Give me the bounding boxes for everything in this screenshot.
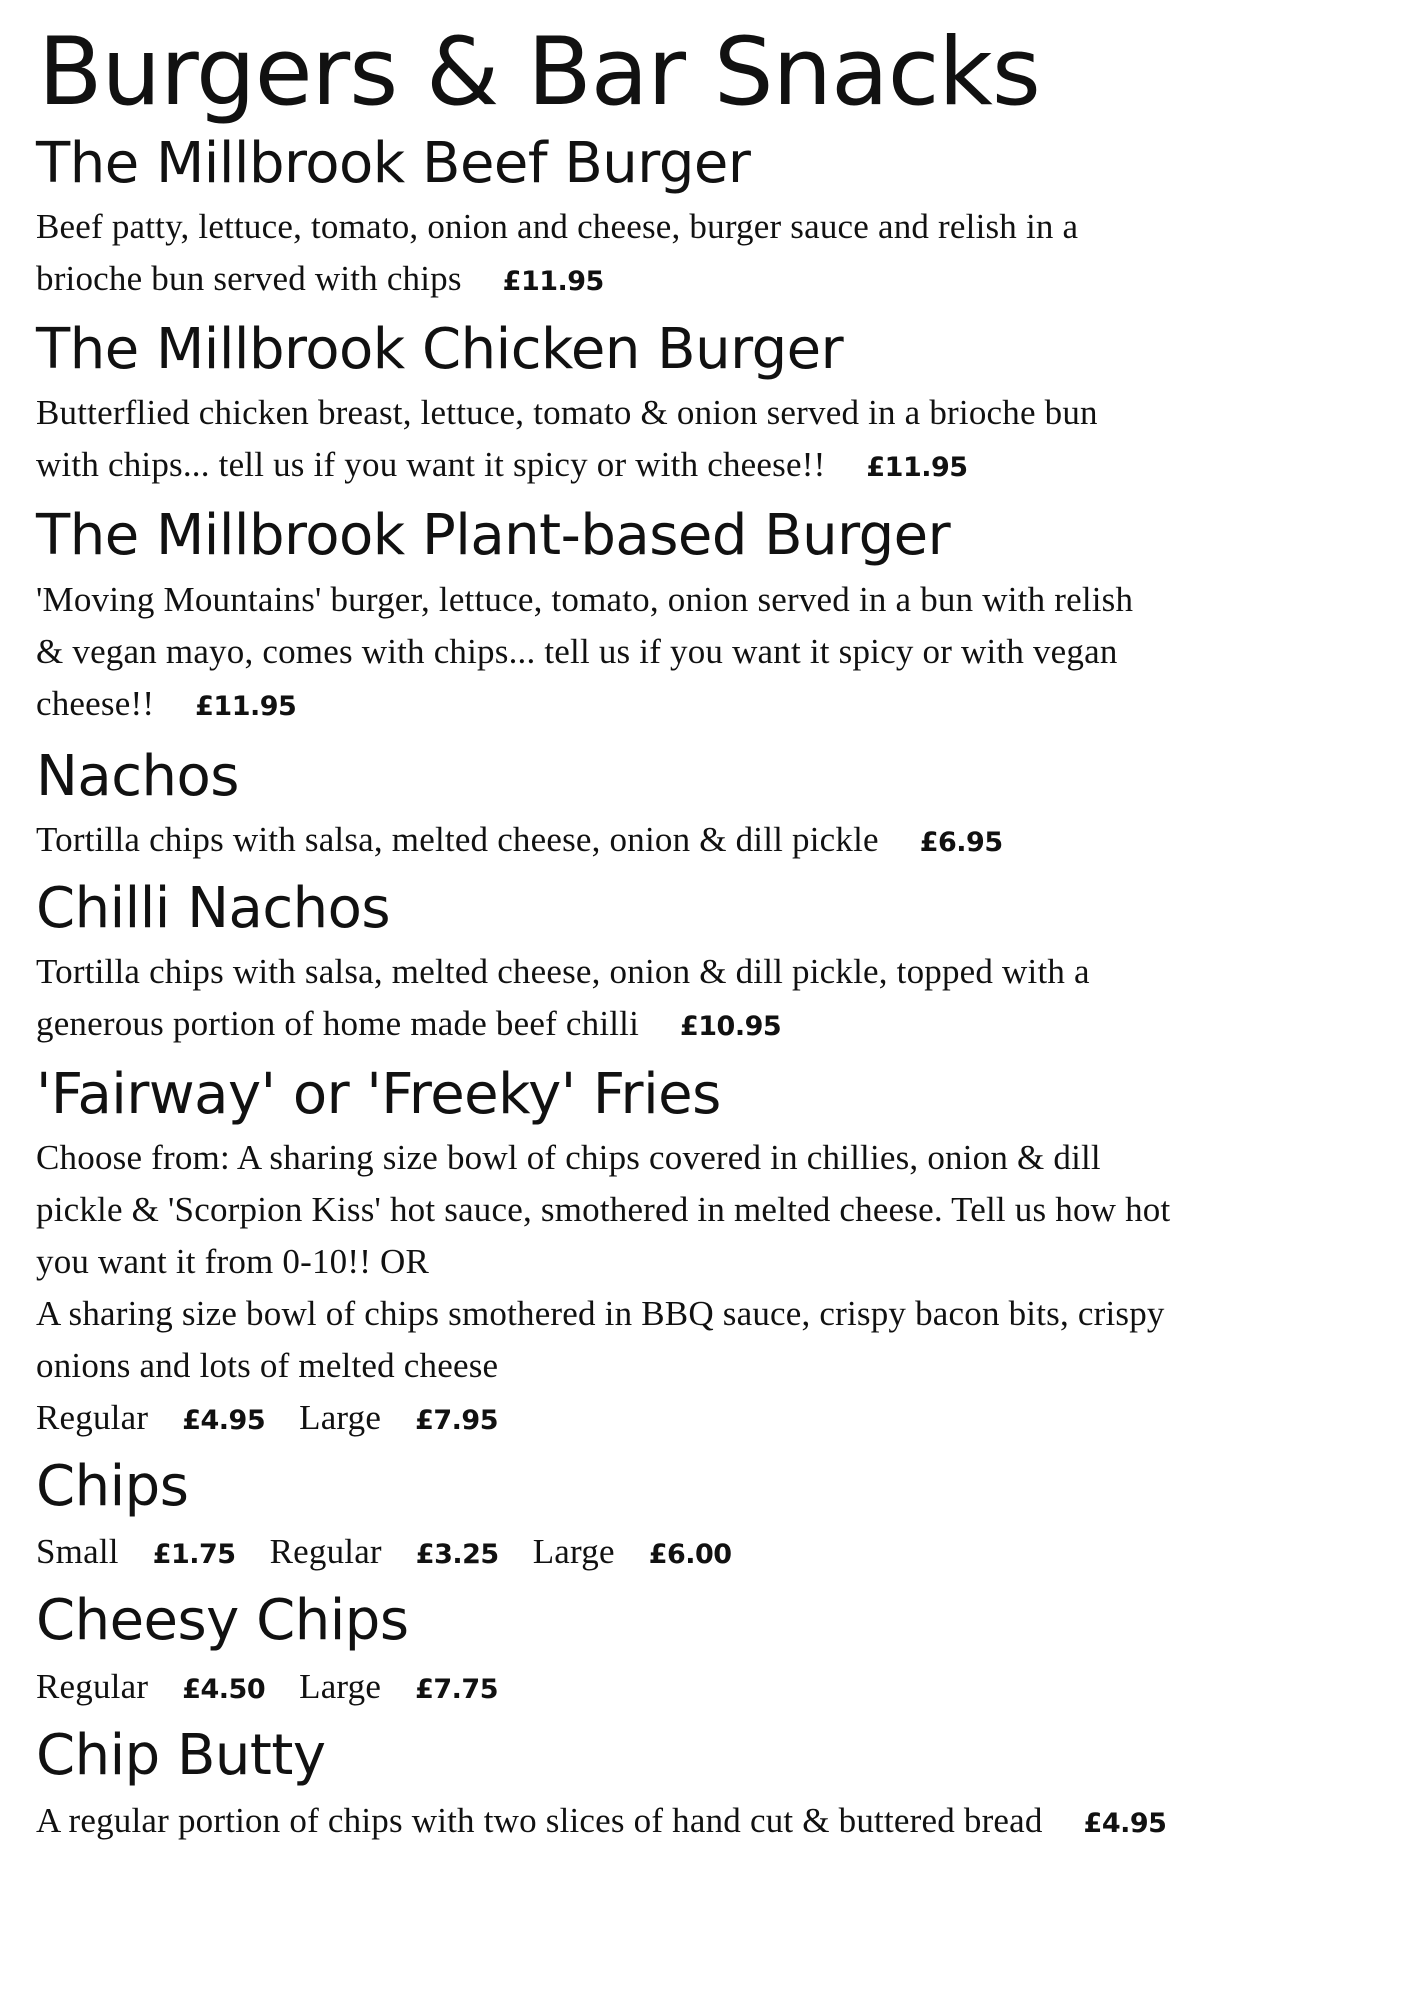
- description-line: onions and lots of melted cheese: [36, 1346, 499, 1386]
- size-label: Small: [36, 1532, 119, 1572]
- item-price: £6.95: [919, 826, 1003, 858]
- item-name: Cheesy Chips: [36, 1588, 409, 1654]
- menu-item: [36, 1061, 1396, 1447]
- item-name: 'Fairway' or 'Freeky' Fries: [36, 1061, 721, 1127]
- item-description: [36, 946, 1396, 1053]
- item-description: [36, 574, 1396, 733]
- item-description: [36, 387, 1396, 494]
- item-name: Chip Butty: [36, 1722, 326, 1788]
- item-price: £11.95: [195, 690, 297, 722]
- description-line: Tortilla chips with salsa, melted cheese, onion & dill pickle: [36, 819, 879, 859]
- item-price: £11.95: [866, 452, 968, 484]
- size-prices: [36, 1392, 1396, 1447]
- size-label: Large: [299, 1398, 382, 1438]
- menu-page: [36, 0, 1396, 1850]
- item-name: The Millbrook Beef Burger: [36, 131, 751, 196]
- size-label: Regular: [36, 1398, 149, 1438]
- item-name: The Millbrook Plant-based Burger: [36, 503, 951, 569]
- menu-item: [36, 875, 1396, 1053]
- menu-title: Burgers & Bar Snacks: [38, 18, 1040, 127]
- menu-item: [36, 1453, 1396, 1581]
- item-price: £4.95: [1083, 1807, 1167, 1839]
- size-label: Regular: [269, 1532, 382, 1572]
- menu-item: [36, 502, 1396, 732]
- size-prices: [36, 1661, 1396, 1716]
- menu-item: [36, 1587, 1396, 1715]
- item-name: Chilli Nachos: [36, 875, 391, 941]
- size-price: £7.75: [415, 1673, 498, 1705]
- size-label: Regular: [36, 1666, 149, 1706]
- size-price: £1.75: [152, 1539, 236, 1571]
- size-prices: [36, 1526, 1396, 1581]
- description-line: with chips... tell us if you want it spicy or with cheese!!: [36, 445, 826, 485]
- description-line: brioche bun served with chips: [36, 259, 462, 299]
- size-price: £4.95: [182, 1405, 266, 1437]
- description-line: A regular portion of chips with two slices of hand cut & buttered bread: [36, 1800, 1043, 1840]
- description-line: Choose from: A sharing size bowl of chips covered in chillies, onion & dill: [36, 1138, 1101, 1178]
- size-label: Large: [299, 1666, 382, 1706]
- description-line: 'Moving Mountains' burger, lettuce, tomato, onion served in a bun with relish: [36, 579, 1134, 619]
- description-line: Butterflied chicken breast, lettuce, tomato & onion served in a brioche bun: [36, 393, 1098, 433]
- description-line: Beef patty, lettuce, tomato, onion and cheese, burger sauce and relish in a: [36, 207, 1079, 247]
- size-price: £4.50: [182, 1673, 266, 1705]
- menu-item: [36, 743, 1396, 869]
- item-price: £11.95: [502, 266, 604, 298]
- item-price: £10.95: [679, 1010, 782, 1042]
- description-line: A sharing size bowl of chips smothered in BBQ sauce, crispy bacon bits, crispy: [36, 1294, 1165, 1334]
- size-label: Large: [532, 1532, 615, 1572]
- item-name: Chips: [36, 1454, 189, 1520]
- description-line: cheese!!: [36, 683, 155, 723]
- description-line: Tortilla chips with salsa, melted cheese, onion & dill pickle, topped with a: [36, 951, 1090, 991]
- menu-item: [36, 130, 1396, 308]
- description-line: pickle & 'Scorpion Kiss' hot sauce, smothered in melted cheese. Tell us how hot: [36, 1190, 1171, 1230]
- menu-item: [36, 1722, 1396, 1850]
- item-description: [36, 201, 1396, 308]
- size-price: £3.25: [415, 1539, 499, 1571]
- menu-item: [36, 316, 1396, 494]
- description-line: & vegan mayo, comes with chips... tell us if you want it spicy or with vegan: [36, 631, 1118, 671]
- item-name: Nachos: [36, 743, 239, 809]
- item-description: [36, 814, 1396, 869]
- item-description: [36, 1795, 1396, 1850]
- size-price: £7.95: [415, 1405, 498, 1437]
- size-price: £6.00: [648, 1539, 732, 1571]
- description-line: you want it from 0-10!! OR: [36, 1242, 430, 1282]
- description-line: generous portion of home made beef chilli: [36, 1003, 640, 1043]
- item-name: The Millbrook Chicken Burger: [36, 317, 844, 383]
- item-description: [36, 1132, 1396, 1392]
